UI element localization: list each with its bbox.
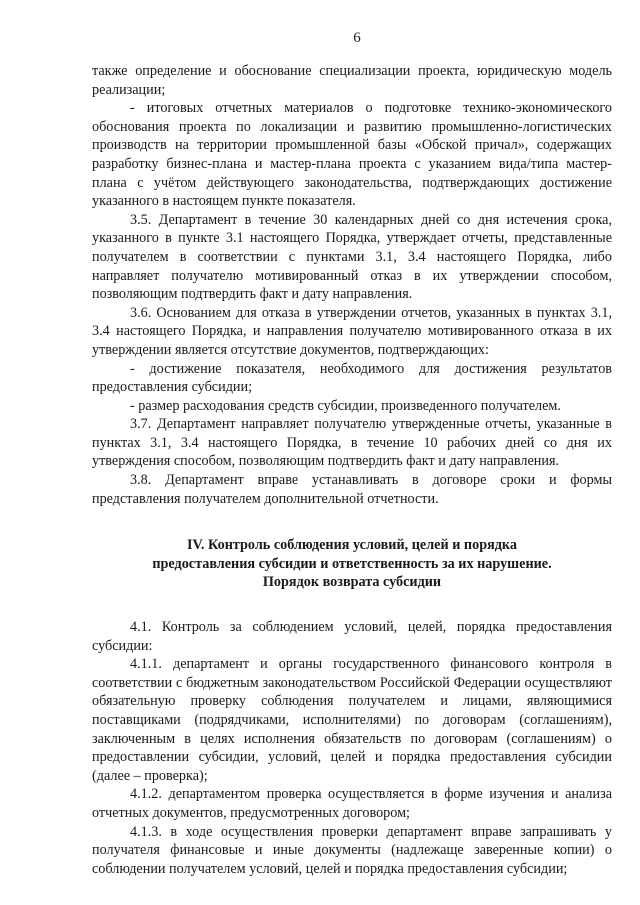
- paragraph-4-1-1: 4.1.1. департамент и органы государственного финансового контроля в соответствии с бюджетным законодательством Российской Федерации осуществляют обязательную проверку соблюдения получателем и лицами, являющимися поставщиками (подрядчиками, исполнителями) по договорам (соглашениям), заключенным в целях исполнения обязательств по договорам (соглашениям) о предоставлении субсидии, условий, целей и порядка предоставления субсидии (далее – проверка);: [92, 656, 612, 784]
- paragraph-4-1-3: 4.1.3. в ходе осуществления проверки департамент вправе запрашивать у получателя финансовые и иные документы (надлежаще заверенные копии) о соблюдении получателем условий, целей и порядка предоставления субсидии;: [92, 823, 612, 877]
- paragraph-continuation: также определение и обоснование специализации проекта, юридическую модель реализации;: [92, 63, 612, 98]
- paragraph-3-6-item-indicator: - достижение показателя, необходимого для достижения результатов предоставления субсидии;: [92, 360, 612, 396]
- paragraph-3-5: 3.5. Департамент в течение 30 календарных дней со дня истечения срока, указанного в пункте 3.1 настоящего Порядка, утверждает отчеты, представленные получателем в соответствии с пунктами 3.1, 3.4 настоящего Порядка, либо направляет получателю мотивированный отказ в их утверждении способом, позволяющим подтвердить факт и дату направления.: [92, 211, 612, 303]
- paragraph-4-1: 4.1. Контроль за соблюдением условий, целей, порядка предоставления субсидии:: [92, 619, 612, 654]
- section-heading-line-3: Порядок возврата субсидии: [262, 574, 442, 591]
- section-heading: [92, 536, 612, 592]
- page-number: 6: [353, 30, 361, 46]
- paragraph-3-6: 3.6. Основанием для отказа в утверждении отчетов, указанных в пунктах 3.1, 3.4 настоящего Порядка, и направления получателю мотивированного отказа в их утверждении является отсутствие документов, подтверждающих:: [92, 304, 612, 358]
- paragraph-4-1-2: 4.1.2. департаментом проверка осуществляется в форме изучения и анализа отчетных документов, предусмотренных договором;: [92, 786, 612, 821]
- paragraph-3-6-item-expenses: - размер расходования средств субсидии, произведенного получателем.: [130, 397, 561, 414]
- section-heading-line-2: предоставления субсидии и ответственность за их нарушение.: [152, 555, 552, 572]
- paragraph-3-7: 3.7. Департамент направляет получателю утвержденные отчеты, указанные в пунктах 3.1, 3.4 настоящего Порядка, в течение 10 рабочих дней со дня их утверждения способом, позволяющим подтвердить факт и дату направления.: [92, 416, 612, 470]
- section-heading-line-1: IV. Контроль соблюдения условий, целей и порядка: [187, 537, 517, 554]
- paragraph-3-8: 3.8. Департамент вправе устанавливать в договоре сроки и формы представления получателем дополнительной отчетности.: [92, 472, 612, 507]
- paragraph-final-materials: - итоговых отчетных материалов о подготовке технико-экономического обоснования проекта по локализации и развитию промышленно-логистических производств на территории промышленной базы «Обской причал», содержащих разработку бизнес-плана и мастер-плана проекта с указанием вида/типа мастер-плана с учётом действующего законодательства, подтверждающих достижение указанного в настоящем пункте показателя.: [92, 100, 612, 210]
